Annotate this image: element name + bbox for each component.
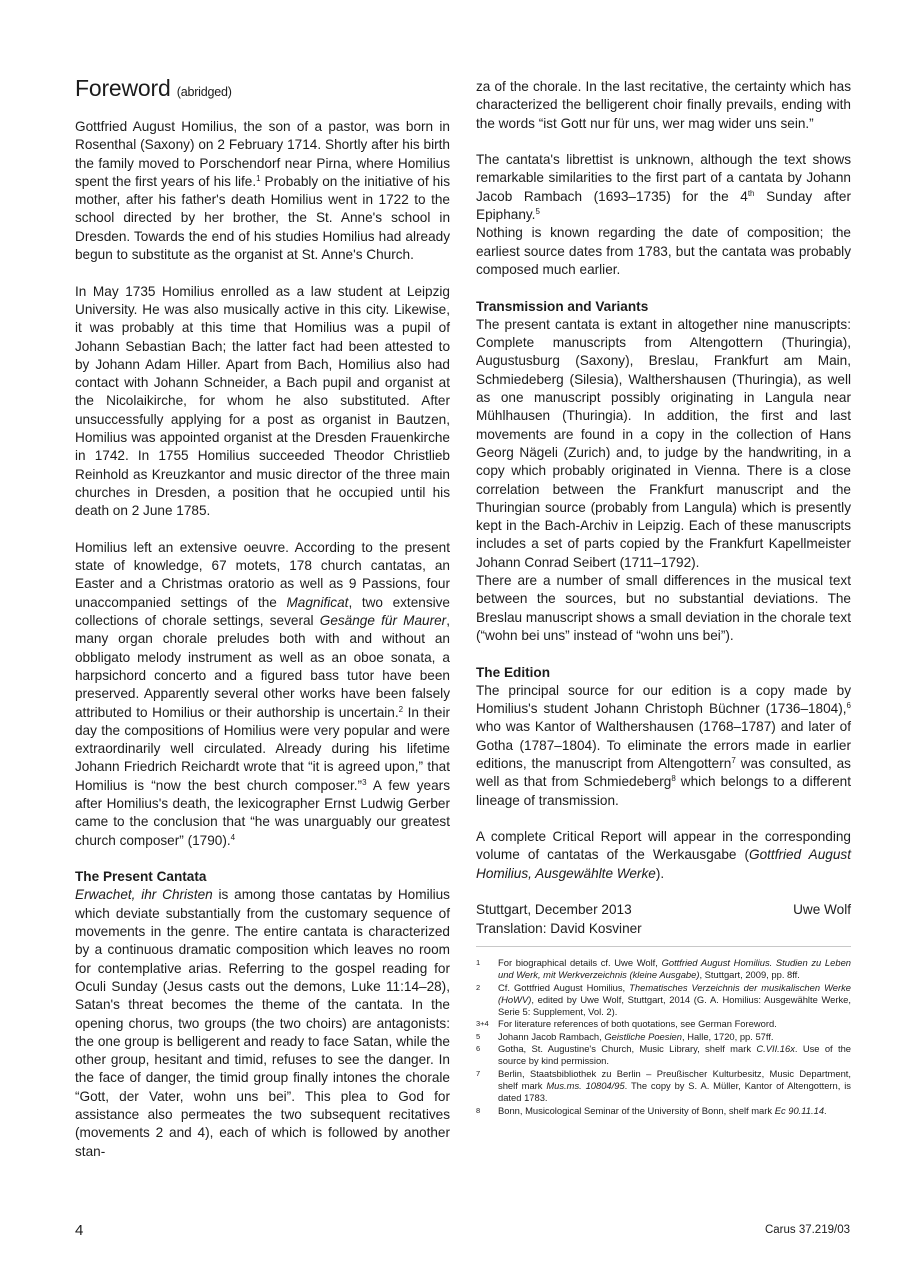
footnotes <box>476 946 851 1117</box>
paragraph-present-cantata: Erwachet, ihr Christen is among those cantatas by Homilius which deviate substantially from the customary sequence of movements in the genre. The entire cantata is characterized by a continuous dramatic composition which leaves no room for contemplative arias. Referring to the gospel reading for Oculi Sunday (Jesus casts out the demons, Luke 11:14–28), Satan's threat becomes the theme of the cantata. In the opening chorus, two groups (the two choirs) are antagonists: the one group is belligerent and ready to face Satan, while the other group, hesitant and timid, refuses to see the danger. In the face of danger, the timid group finally intones the chorale “Gott, der Vater, wohn uns bei”. This plea to God for assistance also permeates the two subsequent recitatives (movements 2 and 4), each of which is followed by another stan- <box>75 887 450 1159</box>
paragraph-variants: There are a number of small differences in the musical text between the sources, but no substantial deviations. The Breslau manuscript shows a small deviation in the chorale text (“wohn bei uns” instead of “wohn uns bei”). <box>476 573 851 643</box>
footnote-ref-5: 5 <box>535 207 540 217</box>
paragraph-date-composition: Nothing is known regarding the date of composition; the earliest source dates from 1783, but the cantata was probably composed much earlier. <box>476 225 851 277</box>
page-number: 4 <box>75 1222 84 1239</box>
paragraph-leipzig: In May 1735 Homilius enrolled as a law student at Leipzig University. He was also musically active in this city. Likewise, it was probably at this time that Homilius was a pupil of Johann Sebastian Bach; the latter fact had been attested to by Johann Adam Hiller. Apart from Bach, Homilius also had contact with Johann Schneider, a Bach pupil and organist at the Nicolaikirche, for whom he also substituted. After unsuccessfully applying for a post as organist in Bautzen, Homilius was appointed organist at the Dresden Frauenkirche in 1742. In 1755 Homilius succeeded Theodor Christlieb Reinhold as Kreuzkantor and music director of the three main churches in Dresden, a position that he occupied until his death on 2 June 1785. <box>75 283 450 519</box>
footnote-ref-6: 6 <box>846 701 851 711</box>
paragraph-edition: The principal source for our edition is a copy made by Homilius's student Johann Christoph Büchner (1736–1804),$^6$ who was Kantor of Walthershausen (1768–1787) and later of Gotha (1787–1804). To eliminate the errors made in earlier editions, the manuscript from Altengottern$^7$ was consulted, as well as that from Schmiedeberg$^8$ which belongs to a different lineage of transmission. <box>476 682 851 808</box>
footnote: 3+4 For literature references of both quotations, see German Foreword. <box>476 1018 777 1030</box>
paragraph-transmission: The present cantata is extant in altogether nine manuscripts: Complete manuscripts from Altengottern (Thuringia), Augustusburg (Saxony), Breslau, Frankfurt am Main, Schmiedeberg (Silesia), Walthershausen (Thuringia), as well as one manuscript possibly originating in Langula near Mühlhausen (Thuringia). In addition, the first and last movements are found in a copy in the collection of Hans Georg Nägeli (Zurich) and, to judge by the handwriting, in a copy which probably originated in Vienna. There is a close correlation between the Frankfurt manuscript and the Thuringian source (probably from Langula) which is presently kept in the Bach-Archiv in Leipzig. Each of these manuscripts includes a set of parts copied by the Frankfurt Kapellmeister Johann Conrad Seibert (1711–1792). <box>476 316 851 570</box>
paragraph-chorale-continued: za of the chorale. In the last recitative, the certainty which has characterized the belligerent choir finally prevails, ending with the words “ist Gott nur für uns, wer mag wider uns sein.” <box>476 79 851 131</box>
footnote-ref-3: 3 <box>362 777 367 787</box>
right-column <box>476 78 851 1117</box>
footnote: 5 Johann Jacob Rambach, Geistliche Poesien, Halle, 1720, pp. 57ff. <box>476 1030 774 1042</box>
catalog-number: Carus 37.219/03 <box>764 1224 850 1236</box>
heading-edition: The Edition <box>476 664 551 680</box>
paragraph-critical-report: A complete Critical Report will appear in the corresponding volume of cantatas of the Werkausgabe (Gottfried August Homilius, Ausgewählte Werke). <box>476 829 851 881</box>
paragraph-librettist: The cantata's librettist is unknown, although the text shows remarkable similarities to the first part of a cantata by Johann Jacob Rambach (1693–1735) for the 4th Sunday after Epiphany.$^5$ <box>476 152 851 223</box>
signature-line <box>476 901 851 919</box>
footnote: 1 For biographical details cf. Uwe Wolf, Gottfried August Homilius. Studien zu Leben und Werk, mit Werkverzeichnis (kleine Ausgabe), Stuttgart, 2009, pp. 8ff. <box>476 956 851 981</box>
heading-present-cantata: The Present Cantata <box>75 869 207 885</box>
paragraph-biography: Gottfried August Homilius, the son of a pastor, was born in Rosenthal (Saxony) on 2 February 1714. Shortly after his birth the family moved to Porschendorf near Pirna, where Homilius spent the first years of his life.$^1$ Probably on the initiative of his mother, after his father's death Homilius went in 1722 to the school directed by her brother, the St. Anne's school in Dresden. Towards the end of his studies Homilius had already begun to substitute as the organist at St. Anne's Church. <box>75 119 450 263</box>
footnote-ref-2: 2 <box>398 704 404 714</box>
title-sub: (abridged) <box>176 85 232 99</box>
left-column <box>75 74 450 1161</box>
page-title <box>75 74 450 106</box>
author-name: Uwe Wolf <box>793 902 851 918</box>
place-date: Stuttgart, December 2013 <box>476 902 632 918</box>
title-main: Foreword <box>75 75 171 101</box>
footnote-ref-8: 8 <box>671 774 676 784</box>
footnote-ref-1: 1 <box>256 173 261 183</box>
footnote-ref-4: 4 <box>230 832 236 842</box>
footnote: 6 Gotha, St. Augustine's Church, Music Library, shelf mark C.VII.16x. Use of the source by kind permission. <box>476 1043 851 1067</box>
footnote-ref-7: 7 <box>731 755 736 765</box>
footnote: 8 Bonn, Musicological Seminar of the University of Bonn, shelf mark Ec 90.11.14. <box>476 1104 827 1116</box>
footnote: 2 Cf. Gottfried August Homilius, Thematisches Verzeichnis der musikalischen Werke (HoWV), edited by Uwe Wolf, Stuttgart, 2014 (G. A. Homilius: Ausgewählte Werke, Serie 5: Supplement, Vol. 2). <box>476 981 851 1018</box>
heading-transmission: Transmission and Variants <box>476 298 649 314</box>
footnote: 7 Berlin, Staatsbibliothek zu Berlin – Preußischer Kulturbesitz, Music Department, shelf mark Mus.ms. 10804/95. The copy by S. A. Müller, Kantor of Altengottern, is dated 1783. <box>476 1067 851 1104</box>
paragraph-oeuvre: Homilius left an extensive oeuvre. According to the present state of knowledge, 67 motets, 178 church cantatas, an Easter and a Christmas oratorio as well as 9 Passions, four unaccompanied settings of the Magnificat, two extensive collections of chorale settings, several Gesänge für Maurer, many organ chorale preludes both with and without an obbligato melody instrument as well as an oboe sonata, a harpsichord concerto and a figured bass tutor have been preserved. Apparently several other works have been falsely attributed to Homilius or their authorship is uncertain.$^2$ In their day the compositions of Homilius were very popular and were extraordinarily well circulated. Already during his lifetime Johann Friedrich Reichardt wrote that “it is agreed upon,” that Homilius is “now the best church composer.”$^3$ A few years after Homilius's death, the lexicographer Ernst Ludwig Gerber came to the conclusion that “he was unarguably our greatest church composer” (1790).$^4$ <box>75 539 450 848</box>
translation-credit: Translation: David Kosviner <box>476 920 642 936</box>
